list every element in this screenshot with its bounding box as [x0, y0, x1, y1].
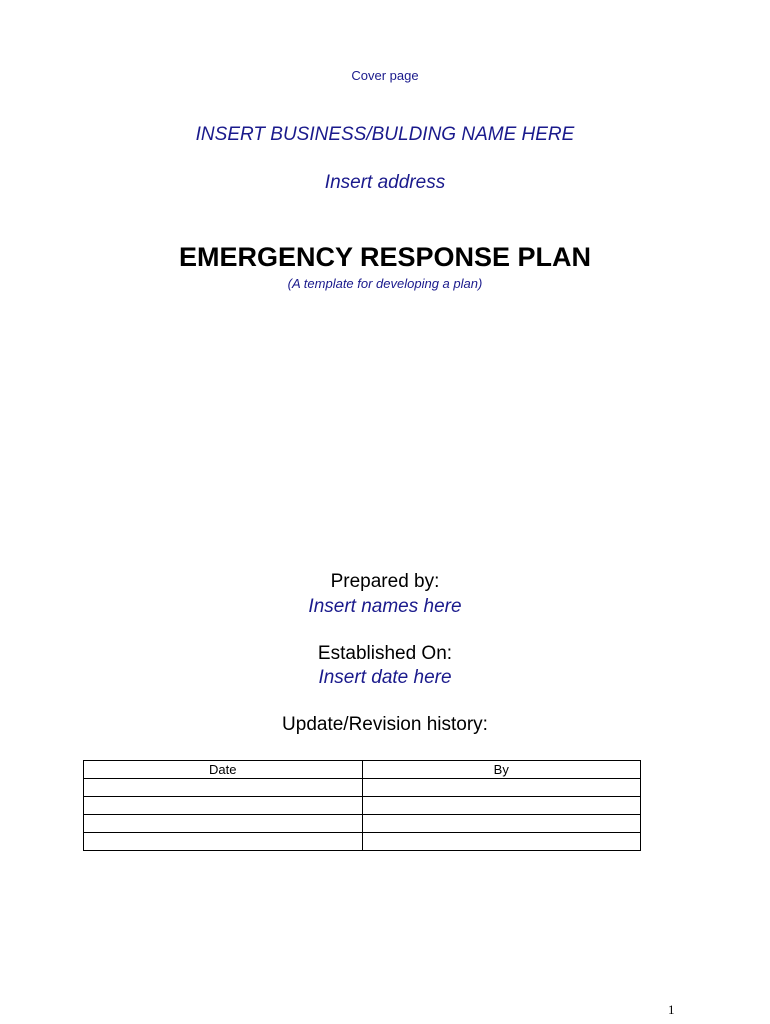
by-cell[interactable] — [362, 833, 641, 851]
column-header-by: By — [362, 761, 641, 779]
column-header-date: Date — [84, 761, 363, 779]
table-row — [84, 815, 641, 833]
by-cell[interactable] — [362, 779, 641, 797]
date-cell[interactable] — [84, 833, 363, 851]
revision-history-label: Update/Revision history: — [282, 714, 488, 735]
address-placeholder: Insert address — [324, 172, 446, 193]
date-cell[interactable] — [84, 779, 363, 797]
document-subtitle: (A template for developing a plan) — [287, 276, 483, 291]
page-number: 1 — [668, 1002, 675, 1017]
revision-history-table — [83, 760, 641, 851]
document-title: EMERGENCY RESPONSE PLAN — [178, 242, 592, 272]
table-header-row — [84, 761, 641, 779]
prepared-by-label: Prepared by: — [330, 571, 440, 592]
by-cell[interactable] — [362, 815, 641, 833]
table-row — [84, 779, 641, 797]
table-row — [84, 797, 641, 815]
date-cell[interactable] — [84, 797, 363, 815]
prepared-by-value: Insert names here — [308, 596, 462, 617]
by-cell[interactable] — [362, 797, 641, 815]
business-name-placeholder: INSERT BUSINESS/BULDING NAME HERE — [195, 124, 575, 145]
date-cell[interactable] — [84, 815, 363, 833]
table-row — [84, 833, 641, 851]
established-on-label: Established On: — [317, 643, 453, 664]
established-on-value: Insert date here — [318, 667, 452, 688]
cover-page-label: Cover page — [351, 68, 419, 83]
